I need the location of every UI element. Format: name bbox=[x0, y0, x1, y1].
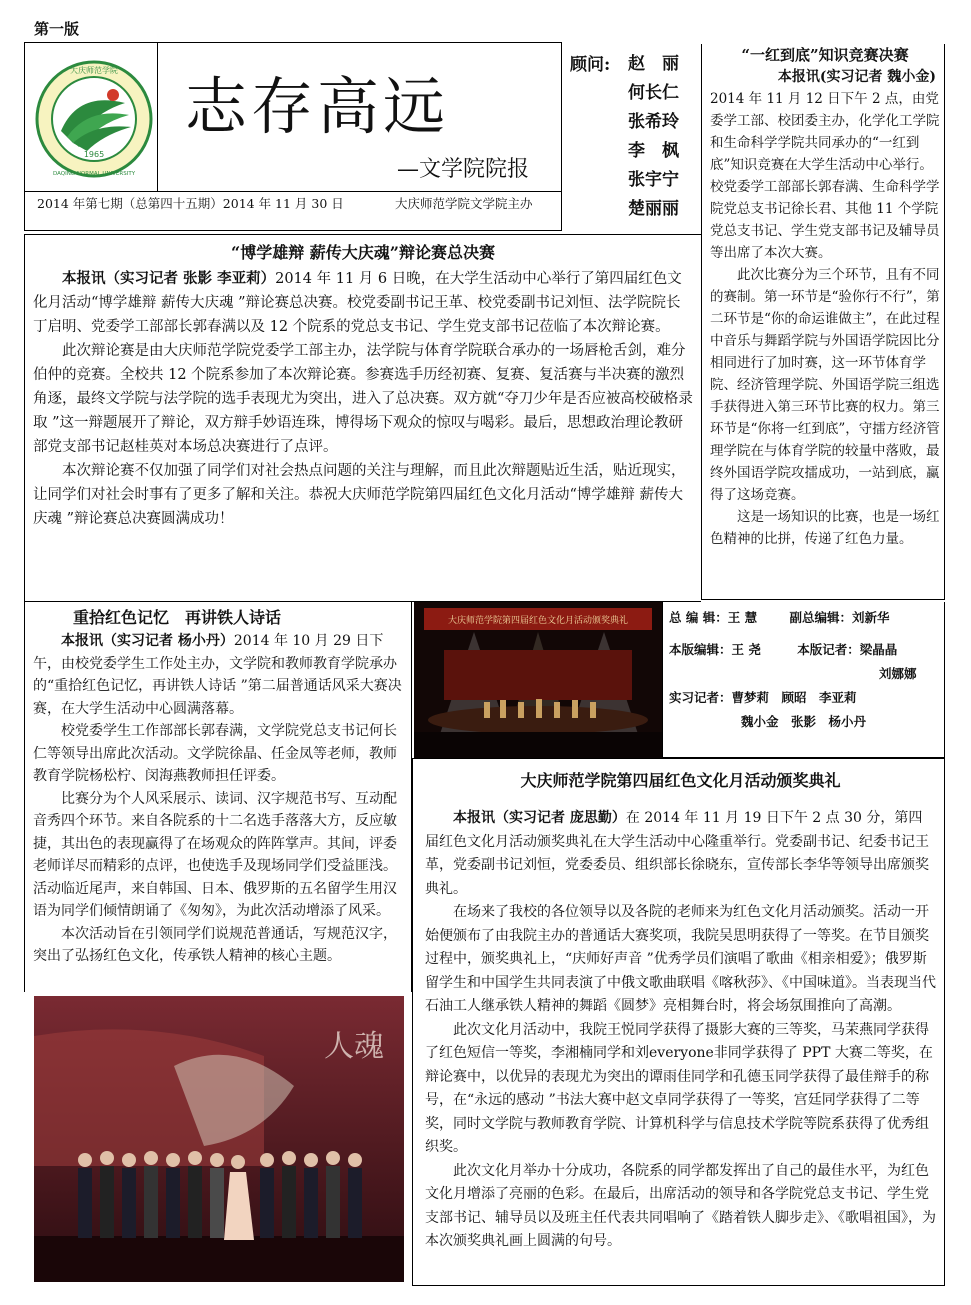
advisor-name: 张希玲 bbox=[628, 112, 679, 132]
debate-paragraph: 此次辩论赛是由大庆师范学院党委学工部主办，法学院与体育学院联合承办的一场唇枪舌剑，难分伯仲的竞赛。全校共 12 个院系参加了本次辩论赛。参赛选手历经初赛、复赛、复活赛与半决赛的激烈角逐，最终文学院与法学院的选手表现尤为突出，进入了总决赛。双方就“夺刀少年是否应被高校破格录取 ”这一辩题展开了辩论，双方辩手妙语连珠，博得场下观众的惊叹与喝彩。最后，思想政治理论教研部党支部书记赵桂英对本场总决赛进行了点评。 bbox=[33, 343, 693, 455]
poetry-byline: 本报讯（实习记者 杨小丹） bbox=[61, 633, 234, 649]
logo-emblem-icon bbox=[33, 51, 155, 189]
award-paragraph: 在 2014 年 11 月 19 日下午 2 点 30 分，第四届红色文化月活动颁奖典礼在大学生活动中心隆重举行。党委副书记、纪委书记王革，党委副书记刘恒，党委委员、组织部长徐晓东，宣传部长李华等领导出席颁奖典礼。 bbox=[425, 810, 929, 897]
advisor-name: 张宇宁 bbox=[628, 170, 679, 190]
poetry-title: 重拾红色记忆 再讲铁人诗话 bbox=[73, 608, 282, 627]
debate-paragraph: 本次辩论赛不仅加强了同学们对社会热点问题的关注与理解，而且此次辩题贴近生活，贴近现实，让同学们对社会时事有了更多了解和关注。恭祝大庆师范学院第四届红色文化月活动“博学雄辩 薪传大庆魂 ”辩论赛总决赛圆满成功！ bbox=[33, 463, 686, 527]
debate-title: “博学雄辩 薪传大庆魂”辩论赛总决赛 bbox=[231, 243, 495, 262]
quiz-byline: 本报讯(实习记者 魏小金) bbox=[777, 69, 936, 85]
page-label: 第一版 bbox=[34, 20, 80, 38]
award-paragraph: 此次文化月活动中，我院王悦同学获得了摄影大赛的三等奖，马茉燕同学获得了红色短信一等奖，李湘楠同学和刘everyone非同学获得了 PPT 大赛二等奖，在辩论赛中，以优异的表现尤为突出的谭雨佳同学和孔德玉同学获得了最佳辩手的称号，在“永远的感动 ”书法大赛中赵文卓同学获得了一等奖，宫廷同学获得了二等奖，同时文学院与教师教育学院、计算机科学与信息技术学院等院系获得了优秀组织奖。 bbox=[425, 1021, 933, 1155]
logo-ring-text: DAQING NORMAL UNIVERSITY bbox=[52, 171, 136, 177]
stage-photo bbox=[414, 602, 662, 758]
page-editor: 王 尧 bbox=[731, 642, 761, 657]
newspaper-subtitle: —文学院院报 bbox=[397, 157, 530, 182]
award-paragraph: 此次文化月举办十分成功，各院系的同学都发挥出了自己的最佳水平，为红色文化月增添了亮丽的色彩。在最后，出席活动的领导和各学院党总支书记、学生党支部书记、辅导员以及班主任代表共同唱响了《踏着铁人脚步走》、《歌唱祖国》，为本次颁奖典礼画上圆满的句号。 bbox=[425, 1162, 936, 1249]
host-line: 大庆师范学院文学院主办 bbox=[395, 196, 533, 211]
page-editor-label: 本版编辑： bbox=[669, 642, 732, 657]
article-debate bbox=[24, 234, 701, 602]
staff-box bbox=[662, 602, 945, 758]
masthead-divider bbox=[157, 43, 158, 191]
poetry-paragraph: 校党委学生工作部部长郭春满，文学院党总支书记何长仁等领导出席此次活动。文学院徐晶、任金凤等老师，教师教育学院杨松柠、闵海燕教师担任评委。 bbox=[33, 723, 397, 784]
award-paragraph: 在场来了我校的各位领导以及各院的老师来为红色文化月活动颁奖。活动一开始便颁布了由我院主办的普通话大赛奖项，我院吴思明获得了一等奖。在节目颁奖过程中，颁奖典礼上，“庆师好声音 ”优秀学员们演唱了歌曲《相亲相爱》；俄罗斯留学生和中国学生共同表演了中俄文歌曲联唱《喀秋莎》、《中国味道》。当表现当代石油工人继承铁人精神的舞蹈《圆梦》亮相舞台时，将会场氛围推向了高潮。 bbox=[425, 904, 936, 1014]
masthead-rule bbox=[25, 191, 561, 192]
page-reporter: 梁晶晶 bbox=[859, 642, 898, 657]
advisor-name: 楚丽丽 bbox=[628, 199, 679, 219]
issue-line: 2014 年第七期（总第四十五期）2014 年 11 月 30 日 bbox=[37, 196, 344, 211]
advisor-name: 李 枫 bbox=[628, 141, 679, 161]
intern-reporters-label: 实习记者： bbox=[669, 690, 732, 705]
article-quiz bbox=[701, 44, 945, 600]
group-photo-image bbox=[34, 996, 404, 1282]
advisor-name: 赵 丽 bbox=[628, 54, 679, 74]
advisors-panel bbox=[568, 48, 698, 224]
quiz-paragraph: 2014 年 11 月 12 日下午 2 点，由党委学工部、校团委主办，化学化工学院和生命科学学院共同承办的“一红到底”知识竞赛在大学生活动中心举行。校党委学工部部长郭春满、生命科学学院党总支书记徐长君、其他 11 个学院党总支书记、学生党支部书记及辅导员等出席了本次大赛。 bbox=[710, 91, 940, 261]
intern-reporters: 魏小金 张影 杨小丹 bbox=[741, 714, 867, 729]
page-reporter: 刘娜娜 bbox=[879, 666, 917, 681]
article-award bbox=[412, 758, 945, 1286]
photo-backdrop-text: 人魂 bbox=[324, 1029, 384, 1064]
award-byline: 本报讯（实习记者 庞思勤） bbox=[453, 810, 626, 826]
stage-photo-image bbox=[414, 602, 662, 758]
poetry-paragraph: 2014 年 10 月 29 日下午，由校党委学生工作处主办，文学院和教师教育学院承办的“重拾红色记忆，再讲铁人诗话 ”第二届普通话风采大赛决赛，在大学生活动中心圆满落幕。 bbox=[33, 633, 402, 717]
deputy-editor-label: 副总编辑： bbox=[789, 610, 852, 625]
quiz-title: “一红到底”知识竞赛决赛 bbox=[741, 46, 909, 64]
chief-editor: 王 慧 bbox=[727, 610, 758, 625]
advisor-name: 何长仁 bbox=[628, 83, 679, 103]
deputy-editor: 刘新华 bbox=[851, 610, 890, 625]
page-reporter-label: 本版记者： bbox=[797, 642, 860, 657]
logo-top-text: 大庆师范学院 bbox=[70, 66, 118, 75]
quiz-paragraph: 这是一场知识的比赛，也是一场红色精神的比拼，传递了红色力量。 bbox=[710, 509, 940, 547]
intern-reporters: 曹梦莉 顾昭 李亚莉 bbox=[731, 690, 857, 705]
award-title: 大庆师范学院第四届红色文化月活动颁奖典礼 bbox=[520, 771, 841, 790]
poetry-paragraph: 比赛分为个人风采展示、读词、汉字规范书写、互动配音秀四个环节。来自各院系的十二名选手落落大方，反应敏捷，其出色的表现赢得了在场观众的阵阵掌声。其间，评委老师详尽而精彩的点评，也使选手及现场同学们受益匪浅。活动临近尾声，来自韩国、日本、俄罗斯的五名留学生用汉语为同学们倾情朗诵了《匆匆》，为此次活动增添了风采。 bbox=[33, 790, 397, 919]
school-logo bbox=[33, 51, 155, 189]
group-photo bbox=[34, 996, 404, 1282]
advisors-list bbox=[628, 50, 679, 224]
debate-byline: 本报讯（实习记者 张影 李亚莉） bbox=[62, 270, 276, 287]
advisors-label: 顾问: bbox=[570, 55, 611, 75]
masthead bbox=[24, 42, 562, 231]
debate-paragraph: 2014 年 11 月 6 日晚，在大学生活动中心举行了第四届红色文化月活动“博学雄辩 薪传大庆魂 ”辩论赛总决赛。校党委副书记王革、校党委副书记刘恒、法学院院长丁启明、党委学工部部长郭春满以及 12 个院系的党总支书记、学生党支部书记莅临了本次辩论赛。 bbox=[33, 271, 682, 335]
quiz-paragraph: 此次比赛分为三个环节，且有不同的赛制。第一环节是“验你行不行”，第二环节是“你的命运谁做主”，在此过程中音乐与舞蹈学院与外国语学院因比分相同进行了加时赛，这一环节体育学院、经济管理学院、外国语学院三组选手获得进入第三环节比赛的权力。第三环节是“你将一红到底”，守擂方经济管理学院在与体育学院的较量中落败，最终外国语学院攻擂成功，一站到底，赢得了这场竞赛。 bbox=[710, 267, 940, 503]
article-poetry bbox=[24, 602, 412, 992]
stage-banner-text: 大庆师范学院第四届红色文化月活动颁奖典礼 bbox=[447, 616, 629, 626]
newspaper-title: 志存高远 bbox=[185, 70, 450, 143]
poetry-paragraph: 本次活动旨在引领同学们说规范普通话，写规范汉字，突出了弘扬红色文化，传承铁人精神的核心主题。 bbox=[33, 925, 397, 964]
chief-editor-label: 总 编 辑： bbox=[669, 610, 728, 625]
logo-year: 1965 bbox=[83, 150, 105, 159]
